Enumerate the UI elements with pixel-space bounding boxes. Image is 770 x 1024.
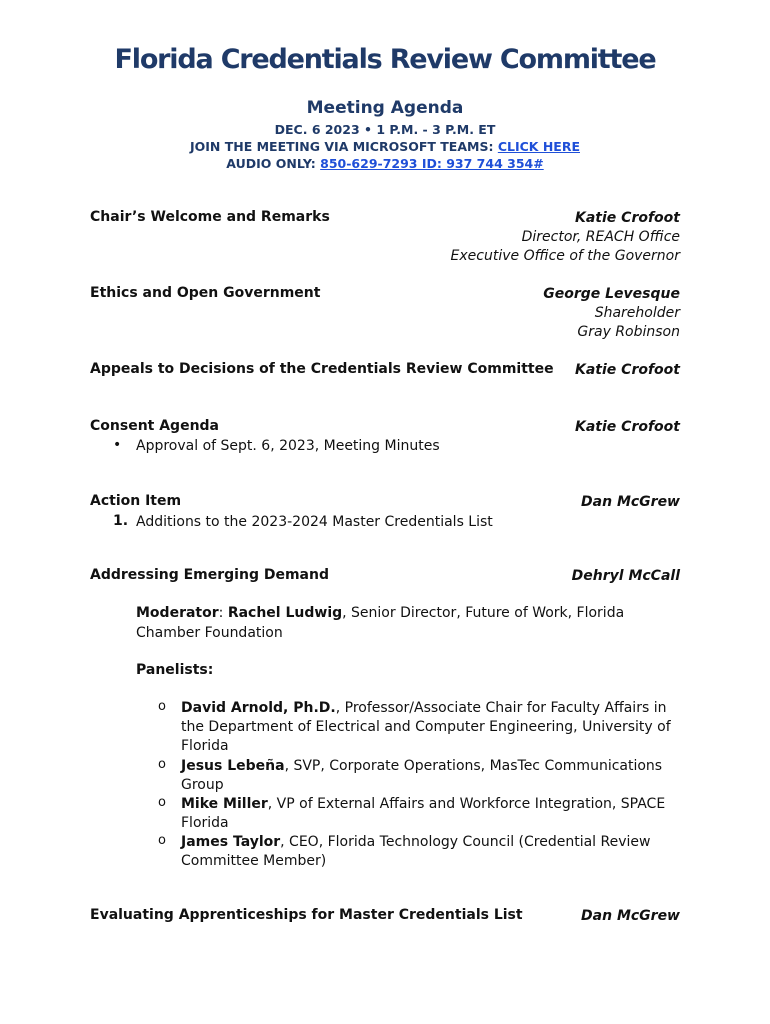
- presenter-role: Director, REACH Office: [521, 229, 680, 245]
- presenter-name: Katie Crofoot: [575, 362, 680, 378]
- presenter: [543, 285, 680, 342]
- list-bullet: o: [158, 757, 166, 772]
- consent-sub-item: Approval of Sept. 6, 2023, Meeting Minutes: [136, 438, 440, 454]
- moderator-line: [136, 604, 676, 643]
- list-bullet: o: [158, 699, 166, 714]
- presenter-org: Gray Robinson: [577, 324, 680, 340]
- page-subtitle: Meeting Agenda: [306, 98, 464, 118]
- presenter: [581, 907, 680, 926]
- panelist-item: [181, 699, 681, 756]
- panelist-name: Mike Miller: [181, 796, 268, 812]
- moderator-name: Rachel Ludwig: [227, 605, 343, 621]
- join-line: [0, 139, 770, 154]
- presenter: [575, 418, 680, 437]
- teams-join-link[interactable]: CLICK HERE: [497, 139, 580, 154]
- audio-line: [0, 156, 770, 171]
- panelist-name: Jesus Lebeña: [181, 758, 285, 774]
- panelist-name: James Taylor: [181, 834, 281, 850]
- moderator-desc: , Senior Director, Future of Work, Florida Chamber Foundation: [136, 605, 625, 641]
- presenter-org: Executive Office of the Governor: [450, 248, 680, 264]
- presenter: [572, 567, 680, 586]
- join-prefix: JOIN THE MEETING VIA MICROSOFT TEAMS:: [189, 139, 498, 154]
- panelist-desc: , VP of External Affairs and Workforce Integration, SPACE Florida: [181, 796, 666, 831]
- agenda-item-title: Ethics and Open Government: [90, 285, 321, 301]
- panelist-desc: , SVP, Corporate Operations, MasTec Communications Group: [181, 758, 663, 793]
- agenda-item-title: Evaluating Apprenticeships for Master Credentials List: [90, 907, 523, 923]
- presenter-name: George Levesque: [543, 286, 680, 302]
- bullet-marker: •: [113, 437, 122, 453]
- page-title: Florida Credentials Review Committee: [114, 44, 656, 75]
- moderator-colon: :: [218, 605, 228, 621]
- agenda-item-title: Consent Agenda: [90, 418, 220, 434]
- agenda-item-title: Action Item: [90, 493, 182, 509]
- presenter-name: Katie Crofoot: [575, 419, 680, 435]
- panelist-item: [181, 833, 681, 871]
- presenter-name: Dehryl McCall: [571, 568, 680, 584]
- panelist-name: David Arnold, Ph.D.: [181, 700, 336, 716]
- moderator-label: Moderator: [136, 605, 219, 621]
- list-bullet: o: [158, 795, 166, 810]
- presenter: [575, 361, 680, 380]
- list-number: 1.: [113, 513, 129, 529]
- list-bullet: o: [158, 833, 166, 848]
- presenter-role: Shareholder: [594, 305, 680, 321]
- panelist-desc: , CEO, Florida Technology Council (Credential Review Committee Member): [181, 834, 651, 869]
- presenter: [581, 493, 680, 512]
- panelist-item: [181, 795, 681, 833]
- presenter-name: Katie Crofoot: [575, 210, 680, 226]
- panelists-label: Panelists:: [136, 662, 214, 678]
- action-sub-item: Additions to the 2023-2024 Master Credentials List: [136, 514, 493, 530]
- panelist-item: [181, 757, 681, 795]
- audio-prefix: AUDIO ONLY:: [226, 156, 321, 171]
- agenda-item-title: Appeals to Decisions of the Credentials Review Committee: [90, 361, 554, 377]
- meeting-date: DEC. 6 2023 • 1 P.M. - 3 P.M. ET: [274, 122, 496, 137]
- agenda-item-title: Addressing Emerging Demand: [90, 567, 329, 583]
- presenter-name: Dan McGrew: [581, 494, 680, 510]
- presenter: [451, 209, 680, 266]
- presenter-name: Dan McGrew: [581, 908, 680, 924]
- agenda-item-title: Chair’s Welcome and Remarks: [90, 209, 330, 225]
- audio-phone-link[interactable]: 850-629-7293 ID: 937 744 354#: [320, 156, 544, 171]
- panelist-desc: , Professor/Associate Chair for Faculty Affairs in the Department of Electrical and Computer Engineering, University of Florida: [181, 700, 671, 754]
